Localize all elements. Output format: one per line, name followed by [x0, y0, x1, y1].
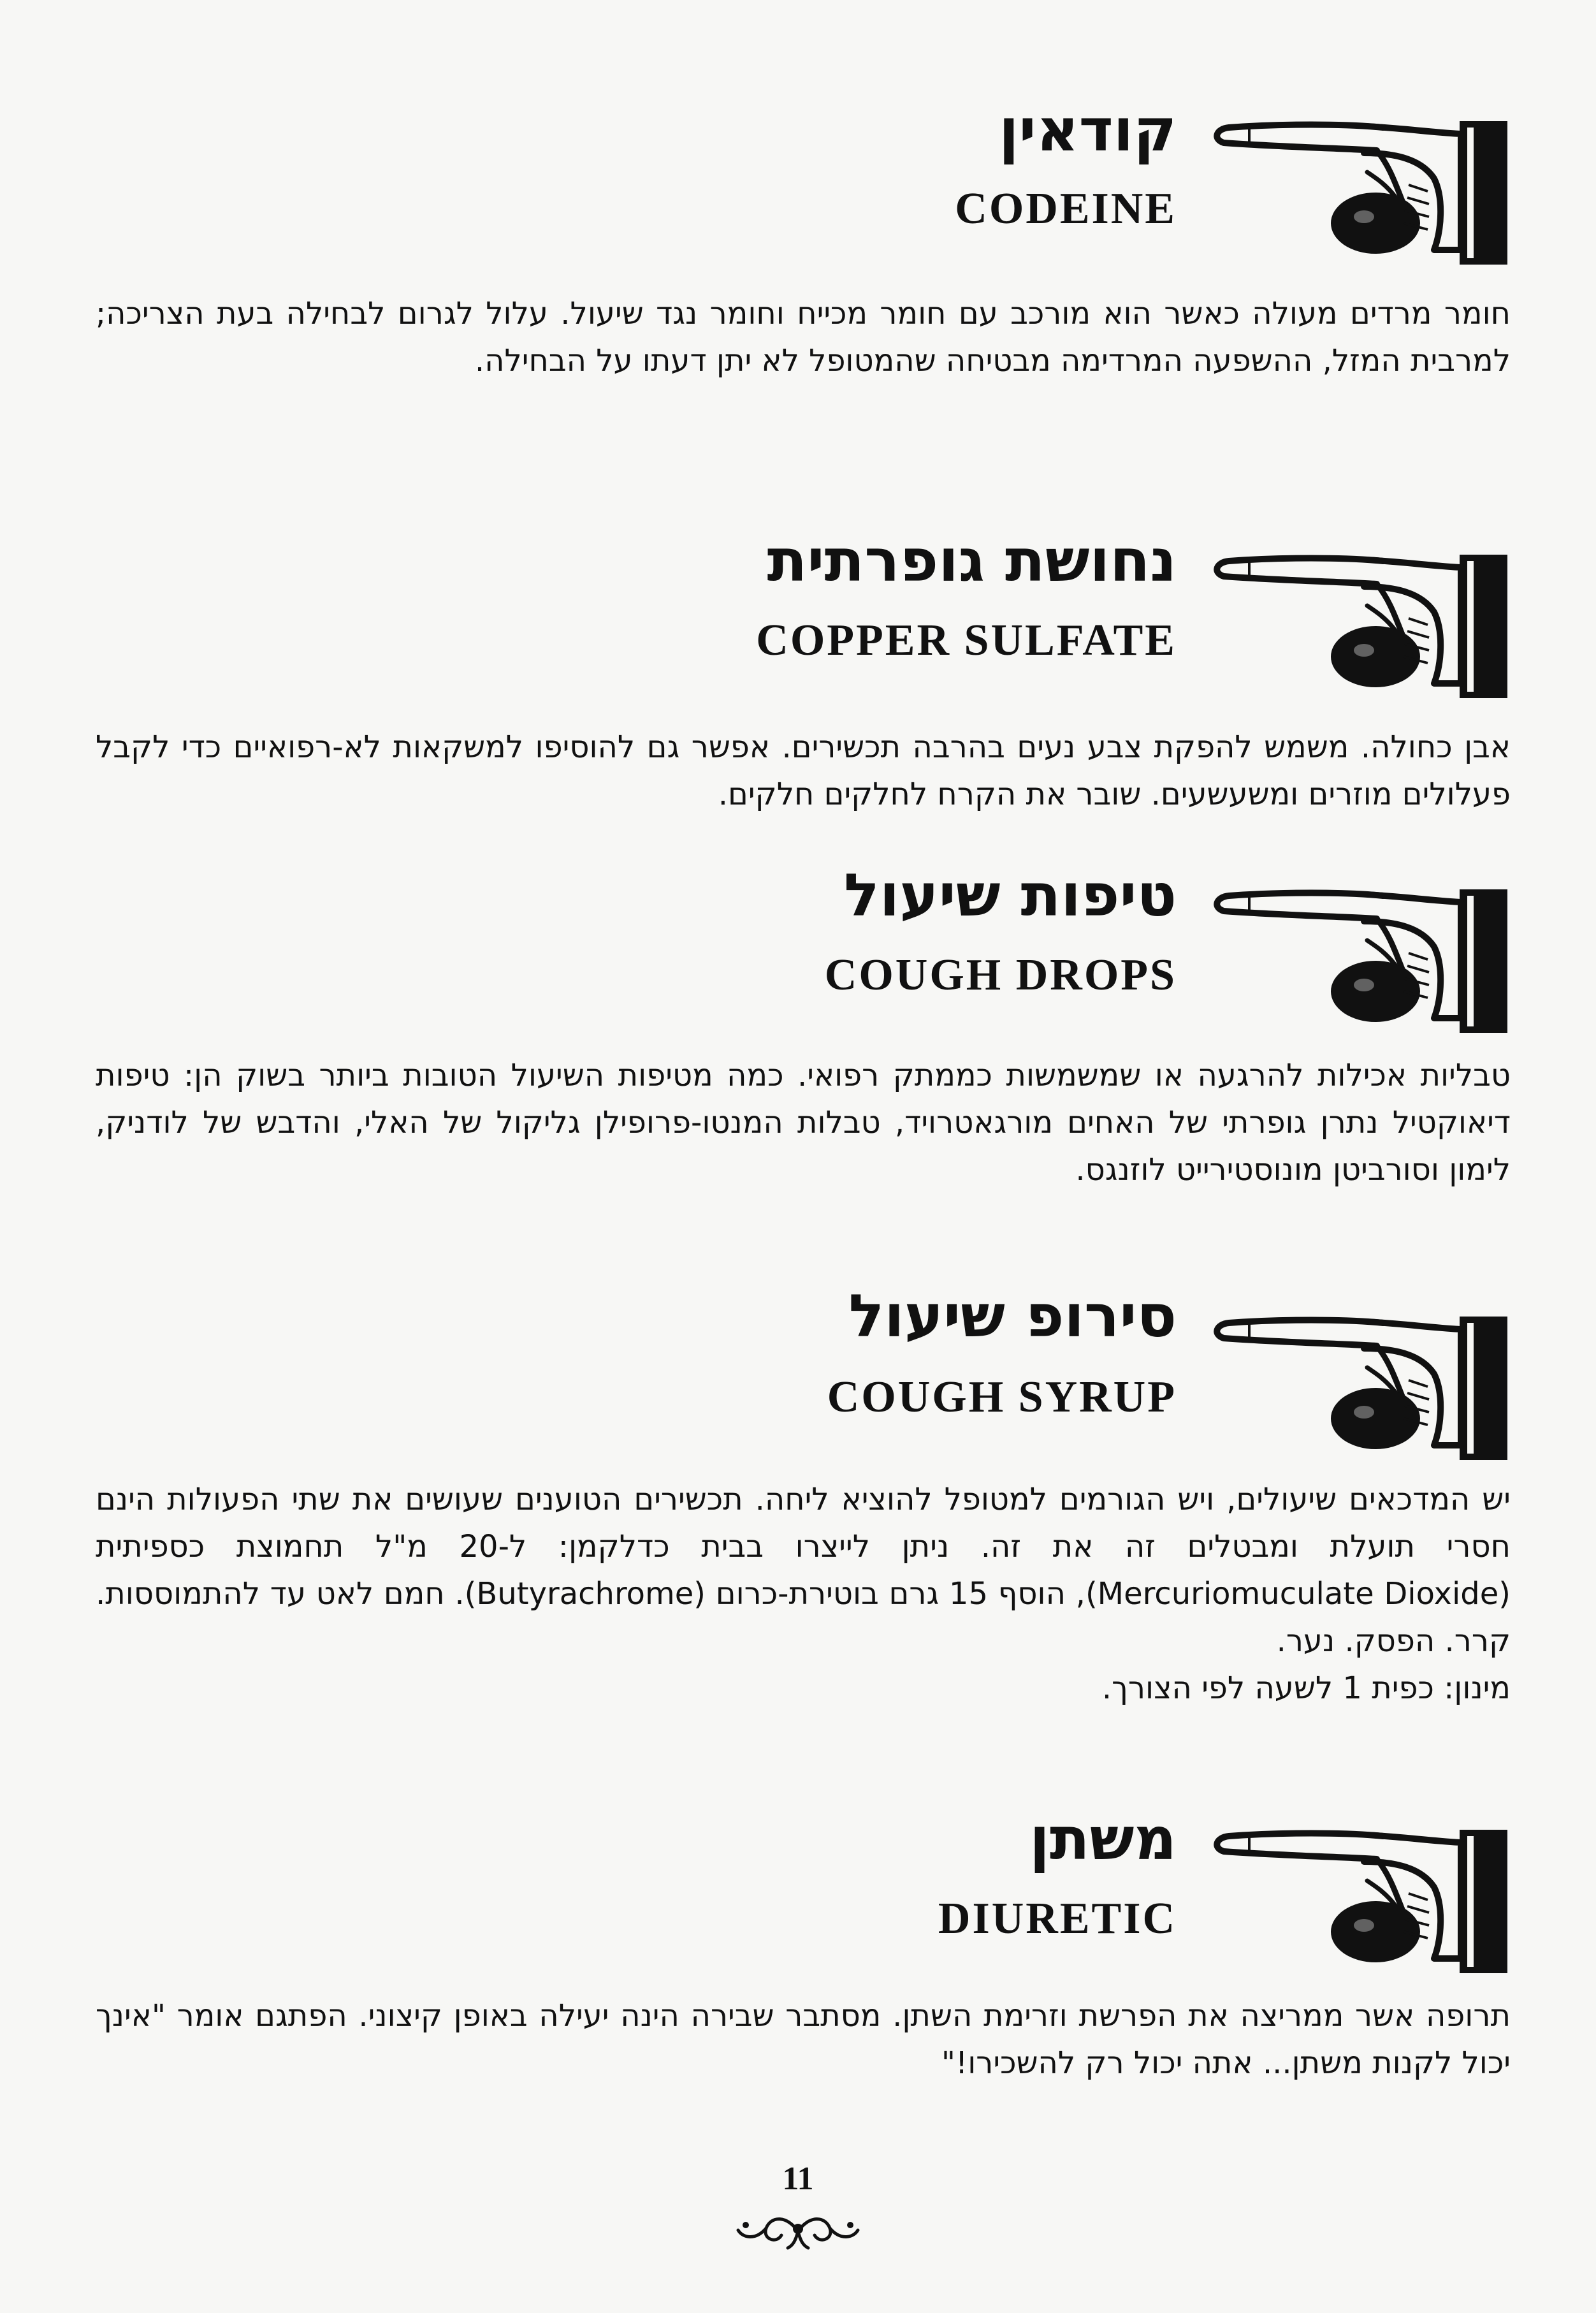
page-number: 11 — [782, 2161, 814, 2197]
entry-english-title: COUGH SYRUP — [827, 1373, 1177, 1422]
entry-description: חומר מרדים מעולה כאשר הוא מורכב עם חומר מכייח וחומר נגד שיעול. עלול לגרום לבחילה בעת הצריכה; למרבית המזל, ההשפעה המרדימה מבטיחה שהמטופל לא יתן דעתו על הבחילה. — [96, 296, 1511, 379]
entry-english-title: COPPER SULFATE — [756, 616, 1177, 665]
entry-description: טבליות אכילות להרגעה או שמשמשות כממתק רפואי. כמה מטיפות השיעול הטובות ביותר בשוק הן: טיפות דיאוקטיל נתרן גופרתי של האחים מורגאטרויד, טבלות המנטו-פרופילן גליקול של האלי, והדבש של לודניק, לימון וסורביטן מונוסטירייט לוזנגס. — [96, 1058, 1511, 1188]
pointing-hand-icon — [1205, 542, 1511, 701]
entry-english-title: DIURETIC — [938, 1894, 1177, 1943]
entry-english-title: CODEINE — [955, 184, 1177, 233]
entry-hebrew-title: משתן — [1029, 1805, 1177, 1873]
entry-english-title: COUGH DROPS — [824, 951, 1177, 1000]
ornament-flourish-icon — [727, 2206, 869, 2257]
pointing-hand-icon — [1205, 877, 1511, 1036]
entry-description: יש המדכאים שיעולים, ויש הגורמים למטופל להוציא ליחה. תכשירים הטוענים שעושים את שתי הפעולות הינם חסרי תועלת ומבטלים זה את זה. ניתן לייצרו בבית כדלקמן: ל-20 מ"ל תחמוצת כספיתית (Mercuriomuculate Dioxide), הוסף 15 גרם בוטירת-כרום (Butyrachrome). חמם לאט עד להתמוססות. קרר. הפסק. נער. מינון: כפית 1 לשעה לפי הצורך. — [96, 1482, 1511, 1706]
entry-hebrew-title: סירופ שיעול — [848, 1282, 1177, 1350]
entry-hebrew-title: נחושת גופרתית — [767, 527, 1177, 595]
pointing-hand-icon — [1205, 1304, 1511, 1463]
entry-hebrew-title: טיפות שיעול — [844, 861, 1177, 930]
pointing-hand-icon — [1205, 108, 1511, 268]
entry-hebrew-title: קודאין — [998, 96, 1177, 164]
pointing-hand-icon — [1205, 1817, 1511, 1976]
entry-description: תרופה אשר ממריצה את הפרשת וזרימת השתן. מסתבר שבירה הינה יעילה באופן קיצוני. הפתגם אומר "אינך יכול לקנות משתן... אתה יכול רק להשכירו!" — [96, 1998, 1511, 2081]
entry-description: אבן כחולה. משמש להפקת צבע נעים בהרבה תכשירים. אפשר גם להוסיפו למשקאות לא-רפואיים כדי לקבל פעלולים מוזרים ומשעשעים. שובר את הקרח לחלקים חלקים. — [96, 729, 1511, 812]
